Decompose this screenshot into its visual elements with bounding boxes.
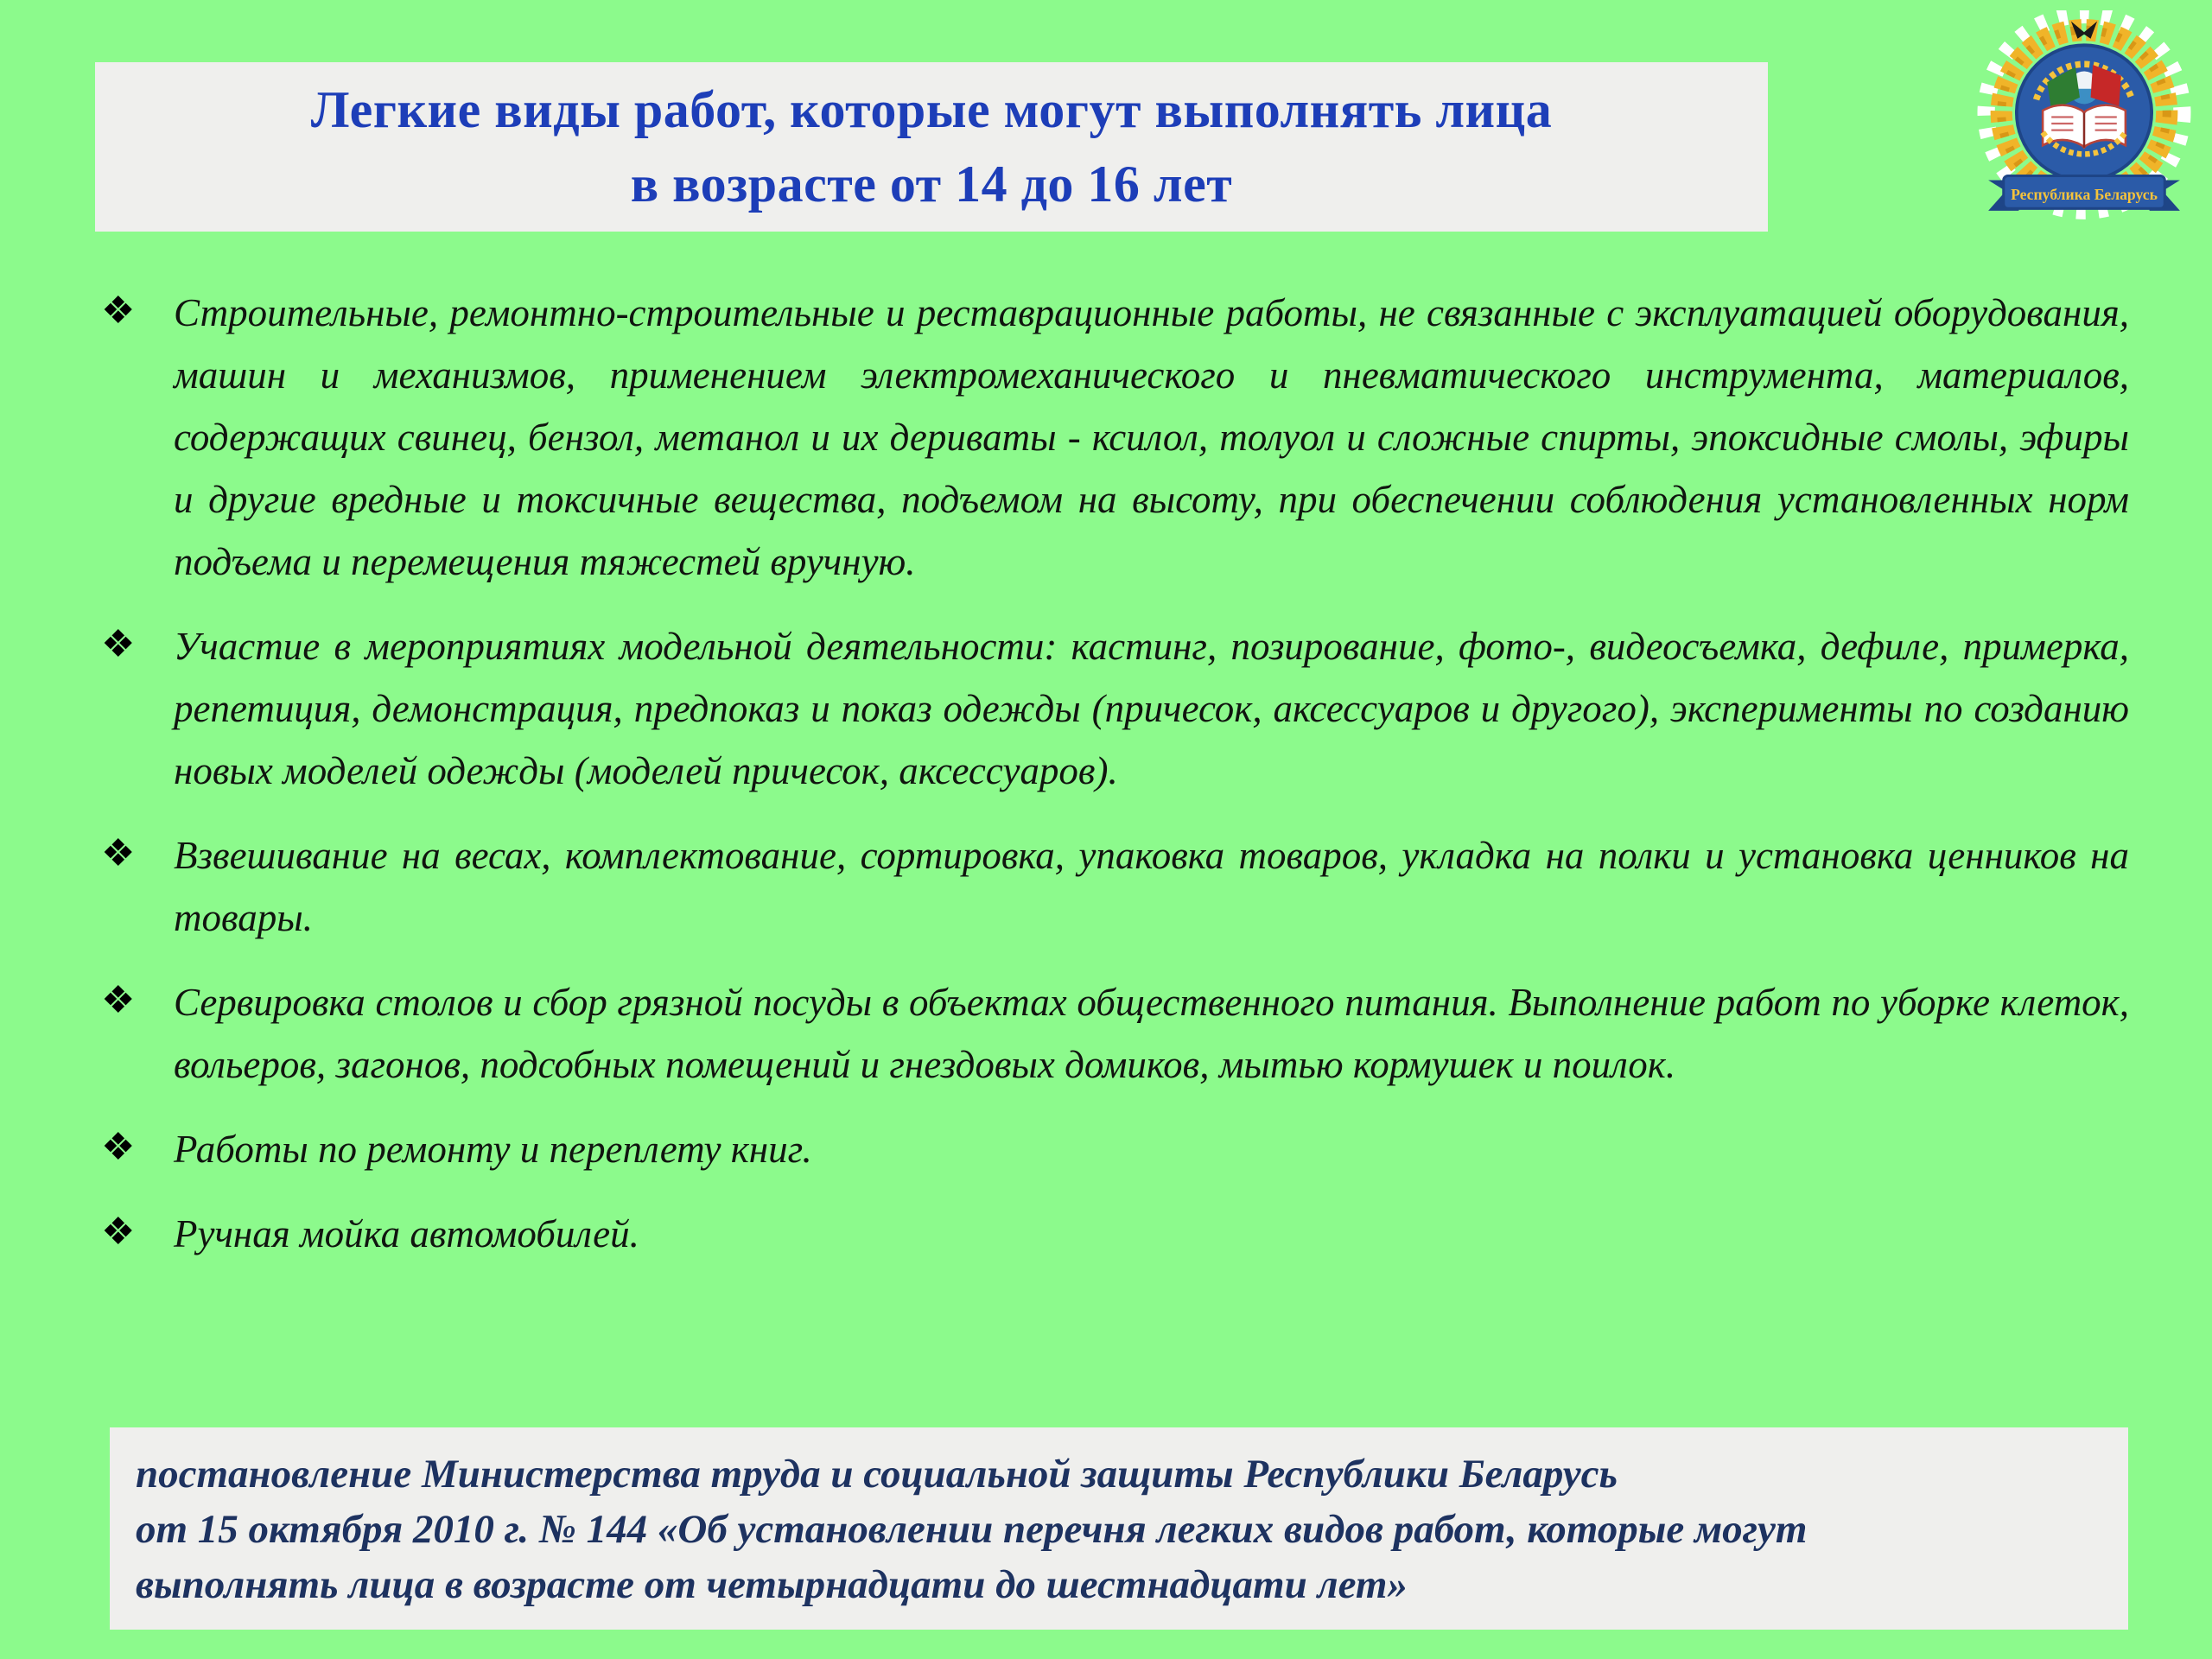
bullet-list [99,282,2129,1265]
list-item [99,1203,2129,1265]
content-area [99,282,2129,1287]
diamond-bullet-icon: ❖ [101,289,136,332]
bullet-text: Взвешивание на весах, комплектование, сортировка, упаковка товаров, укладка на полки и установка ценников на товары. [174,834,2129,939]
diamond-bullet-icon: ❖ [101,623,136,665]
bullet-text: Ручная мойка автомобилей. [174,1212,639,1255]
bullet-text: Работы по ремонту и переплету книг. [174,1128,812,1171]
citation-line-2: от 15 октября 2010 г. № 144 «Об установлении перечня легких видов работ, которые могут [136,1507,1808,1552]
banner-label: Республика Беларусь [2011,186,2158,204]
diamond-bullet-icon: ❖ [101,1126,136,1168]
list-item [99,824,2129,949]
slide-title-line-2: в возрасте от 14 до 16 лет [630,156,1233,213]
bullet-text: Участие в мероприятиях модельной деятельности: кастинг, позирование, фото-, видеосъемка, дефиле, примерка, репетиция, демонстрация, предпоказ и показ одежды (причесок, аксессуаров и другого), эксперименты по созданию новых моделей одежды (моделей причесок, аксессуаров). [174,625,2129,792]
ministry-emblem [1975,10,2193,228]
citation-panel [110,1427,2128,1630]
list-item [99,971,2129,1096]
citation-line-3: выполнять лица в возрасте от четырнадцати до шестнадцати лет» [136,1562,1408,1607]
list-item [99,282,2129,593]
list-item [99,1118,2129,1180]
diamond-bullet-icon: ❖ [101,1211,136,1253]
diamond-bullet-icon: ❖ [101,832,136,874]
citation-line-1: постановление Министерства труда и социальной защиты Республики Беларусь [136,1452,1618,1497]
diamond-bullet-icon: ❖ [101,979,136,1021]
title-panel [95,62,1768,232]
emblem-icon [1975,10,2193,228]
bullet-text: Строительные, ремонтно-строительные и реставрационные работы, не связанные с эксплуатацией оборудования, машин и механизмов, применением электромеханического и пневматического инструмента, материалов, содержащих свинец, бензол, метанол и их дериваты - ксилол, толуол и сложные спирты, эпоксидные смолы, эфиры и другие вредные и токсичные вещества, подъемом на высоту, при обеспечении соблюдения установленных норм подъема и перемещения тяжестей вручную. [174,291,2129,583]
slide-title-line-1: Легкие виды работ, которые могут выполнять лица [310,81,1553,138]
list-item [99,615,2129,802]
bullet-text: Сервировка столов и сбор грязной посуды в объектах общественного питания. Выполнение работ по уборке клеток, вольеров, загонов, подсобных помещений и гнездовых домиков, мытью кормушек и поилок. [174,981,2129,1086]
